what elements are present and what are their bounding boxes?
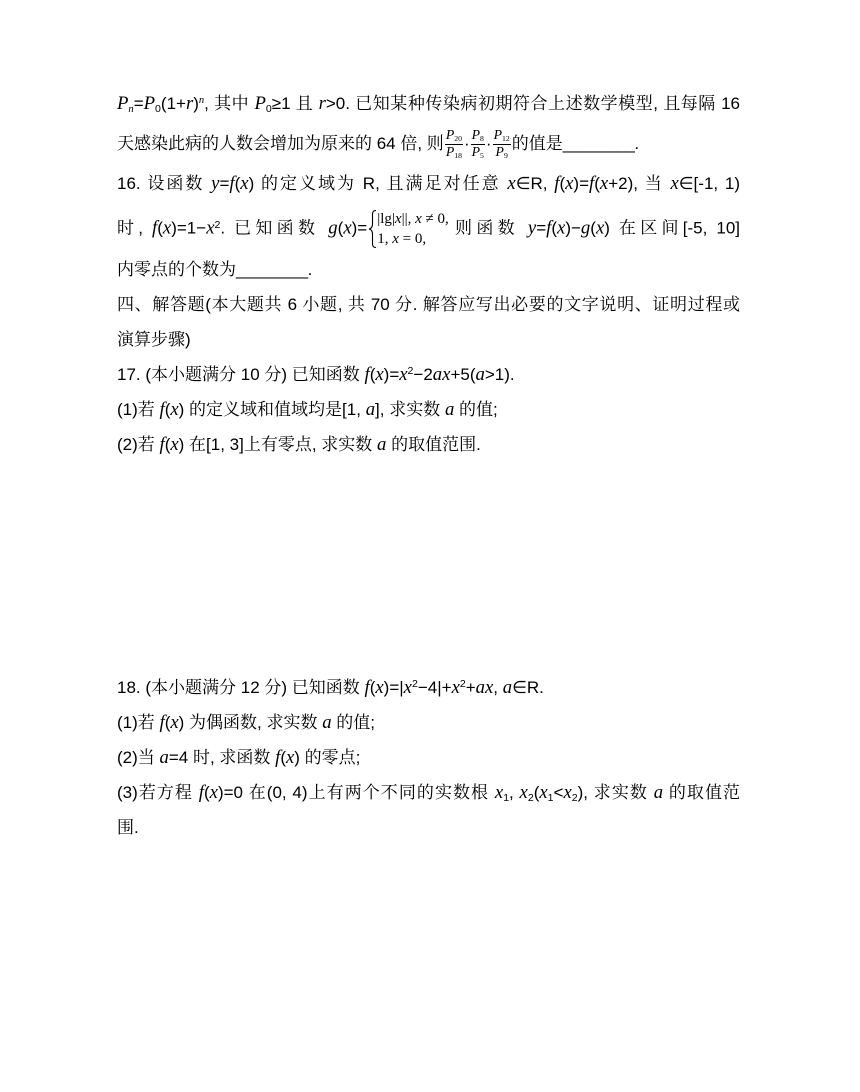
text-run: ·	[485, 134, 492, 153]
math-var: f	[589, 173, 595, 194]
text-run: =	[536, 218, 547, 238]
math-var: a	[444, 399, 455, 420]
math-var: g	[580, 217, 591, 239]
text-run: (	[157, 218, 163, 238]
text-run: (2)若	[117, 435, 160, 454]
math-var: g	[328, 217, 338, 239]
text-run: = 0,	[398, 231, 427, 247]
math-var: x	[557, 217, 566, 239]
subscript: 1	[547, 792, 554, 805]
fraction-denominator	[471, 145, 485, 161]
superscript: 2	[459, 678, 466, 691]
math-var: f	[198, 782, 204, 803]
text-run: 演算步骤)	[117, 330, 191, 349]
problem-16-line-1	[117, 166, 740, 201]
math-var: P	[254, 93, 266, 114]
text-run: , 其中	[204, 94, 255, 113]
text-run: )=1−	[171, 218, 207, 238]
subscript: 2	[571, 792, 578, 805]
math-var: x	[170, 712, 179, 733]
text-run: (	[559, 174, 566, 193]
math-var: P	[471, 144, 481, 160]
math-var: x	[375, 677, 384, 698]
text-run: ≥1 且	[271, 94, 319, 113]
text-run: ) 的定义域为 R, 且满足对任意	[248, 174, 508, 193]
math-var: a	[377, 434, 387, 455]
text-run: >0. 已知某种传染病初期符合上述数学模型, 且每隔 16	[325, 94, 740, 113]
piecewise-definition	[368, 209, 449, 249]
text-run: 天感染此病的人数会增加为原来的 64 倍, 则	[117, 134, 444, 153]
text-run: (	[369, 365, 376, 384]
math-var: y	[527, 217, 537, 239]
subscript: n	[128, 104, 134, 116]
math-var: x	[415, 211, 422, 227]
subscript: 0	[155, 103, 161, 116]
text-run: >1).	[484, 365, 515, 384]
math-var: f	[159, 712, 165, 733]
text-run: ≠ 0,	[421, 211, 449, 227]
math-var: P	[471, 127, 481, 143]
math-var: P	[117, 93, 129, 114]
text-run: ,	[509, 783, 520, 802]
text-run: (	[164, 400, 171, 419]
text-run: ], 求实数	[375, 400, 445, 419]
math-var: x	[392, 231, 399, 247]
text-run: =	[219, 174, 230, 193]
math-var: P	[495, 144, 504, 160]
text-run: −2	[413, 365, 433, 384]
math-var: x	[403, 677, 412, 698]
text-run: (	[551, 218, 558, 238]
text-run: 16. 设函数	[117, 174, 212, 193]
math-var: x	[375, 364, 384, 385]
text-run: .	[307, 260, 313, 279]
text-run: (	[594, 174, 600, 193]
superscript: n	[198, 95, 205, 107]
math-var: x	[170, 434, 179, 455]
text-run: =4 时, 求函数	[168, 748, 276, 767]
problem-15-line-1	[117, 86, 740, 121]
text-run: 17. (本小题满分 10 分) 已知函数	[117, 365, 365, 384]
math-var: a	[653, 782, 664, 803]
problem-17-stem	[117, 357, 740, 392]
math-var: x	[206, 217, 215, 239]
math-var: x	[240, 173, 249, 194]
math-var: ax	[475, 677, 494, 698]
text-run: ∈R,	[515, 174, 555, 193]
math-var: y	[211, 173, 220, 194]
math-var: x	[670, 173, 679, 194]
text-run: +2), 当	[608, 174, 671, 193]
fraction	[493, 128, 511, 161]
text-run: |lg|	[377, 211, 395, 227]
math-var: f	[159, 434, 165, 455]
subscript: 8	[480, 134, 484, 144]
math-var: a	[322, 712, 332, 733]
text-run: )=	[383, 365, 400, 384]
problem-18-part-1	[117, 705, 740, 740]
problem-16-line-2	[117, 209, 740, 247]
math-var: P	[445, 144, 455, 160]
text-run: (	[164, 435, 171, 454]
left-brace	[368, 209, 377, 249]
text-run: =	[133, 94, 144, 113]
math-var: f	[229, 173, 235, 194]
math-var: x	[519, 782, 528, 803]
problem-17-part-2	[117, 427, 740, 462]
problem-18-stem	[117, 670, 740, 705]
math-var: a	[502, 677, 513, 698]
math-var: x	[451, 677, 460, 698]
math-var: x	[399, 364, 408, 385]
problem-18-part-3-line-1	[117, 775, 740, 810]
fraction-numerator	[445, 128, 463, 145]
math-var: f	[364, 364, 370, 385]
subscript: 0	[265, 103, 272, 116]
text-run: 1,	[377, 231, 393, 247]
text-run: ∈[-1, 1)	[678, 174, 740, 193]
superscript: 2	[214, 218, 221, 231]
math-var: r	[185, 93, 194, 114]
text-run: ) 在区间[-5, 10]	[604, 218, 740, 238]
text-run: +5(	[450, 365, 476, 384]
math-var: x	[162, 217, 172, 239]
piecewise-row	[377, 229, 449, 249]
math-var: a	[365, 399, 376, 420]
text-run: (	[280, 748, 286, 767]
math-var: a	[475, 364, 485, 385]
text-run: (1)若	[117, 400, 160, 419]
math-var: f	[159, 399, 165, 420]
text-run: 18. (本小题满分 12 分) 已知函数	[117, 678, 365, 697]
subscript: 2	[527, 792, 534, 805]
text-run: +	[465, 678, 476, 697]
math-var: x	[209, 782, 218, 803]
problem-18-part-3-line-2	[117, 810, 740, 845]
math-var: r	[318, 93, 326, 114]
piecewise-rows	[377, 209, 449, 249]
math-var: f	[554, 173, 560, 194]
math-var: P	[493, 127, 502, 143]
text-run: 时,	[117, 218, 153, 238]
text-run: ,	[493, 678, 503, 697]
text-run: 内零点的个数为	[117, 260, 236, 279]
superscript: 2	[407, 365, 414, 378]
text-run: (	[533, 783, 540, 802]
text-run: )=0 在(0, 4)上有两个不同的实数根	[217, 783, 495, 802]
text-run: (	[203, 783, 210, 802]
text-run: )=	[351, 218, 368, 238]
math-var: x	[599, 173, 609, 194]
section-4-heading-line-2	[117, 322, 740, 357]
text-run: 的值是	[511, 134, 563, 153]
subscript: 20	[454, 134, 462, 144]
text-run: 四、解答题(本大题共 6 小题, 共 70 分. 解答应写出必要的文字说明、证明过程或	[117, 295, 740, 314]
text-run: 的值;	[454, 400, 498, 419]
fraction-numerator	[493, 128, 511, 145]
math-var: f	[546, 217, 552, 239]
text-run: (	[369, 678, 376, 697]
fraction-denominator	[445, 145, 463, 161]
text-run: ) 的定义域和值域均是[1,	[178, 400, 366, 419]
problem-16-line-3	[117, 252, 740, 287]
superscript: 2	[411, 678, 418, 691]
text-run: (	[234, 174, 241, 193]
text-run: 的取值范围.	[386, 435, 481, 454]
problem-17-part-1	[117, 392, 740, 427]
math-var: x	[595, 217, 605, 239]
text-run: )=|	[383, 678, 404, 697]
text-run: )	[193, 94, 199, 113]
subscript: 9	[503, 151, 508, 161]
math-var: x	[170, 399, 179, 420]
math-var: f	[275, 747, 281, 768]
text-run: ) 为偶函数, 求实数	[178, 713, 323, 732]
text-run: 围.	[117, 818, 139, 837]
math-var: x	[565, 173, 574, 194]
subscript: 1	[503, 792, 510, 805]
math-var: f	[364, 677, 370, 698]
answer-blank: ________	[236, 260, 308, 279]
text-run: (	[164, 713, 171, 732]
subscript: 18	[454, 151, 462, 161]
text-run: ·	[463, 134, 470, 153]
text-run: .	[634, 134, 640, 153]
math-var: x	[563, 782, 572, 803]
math-var: x	[286, 747, 295, 768]
text-run: )−	[565, 218, 581, 238]
piecewise-row	[377, 209, 449, 229]
math-var: x	[394, 211, 402, 227]
text-run: ||,	[401, 211, 416, 227]
problem-18-part-2	[117, 740, 740, 775]
math-var: f	[152, 217, 158, 239]
text-run: 则函数	[450, 218, 528, 238]
text-run: (	[590, 218, 596, 238]
math-var: P	[445, 127, 455, 143]
text-run: <	[553, 783, 564, 802]
fraction-denominator	[493, 145, 511, 161]
section-4-heading-line-1	[117, 287, 740, 322]
text-run: (	[337, 218, 344, 238]
text-run: )=	[573, 174, 590, 193]
text-run: (1+	[160, 94, 186, 113]
math-var: ax	[432, 364, 451, 385]
math-var: x	[507, 173, 516, 194]
text-run: 的值;	[331, 713, 376, 732]
subscript: 12	[502, 134, 510, 144]
problem-15-line-2	[117, 126, 740, 161]
text-run: ∈R.	[512, 678, 544, 697]
text-run: ) 的零点;	[294, 748, 361, 767]
math-var: x	[343, 217, 352, 239]
math-var: P	[143, 93, 156, 114]
text-run: . 已知函数	[220, 218, 329, 238]
math-var: x	[494, 782, 504, 803]
text-run: −4|+	[417, 678, 452, 697]
fraction-numerator	[471, 128, 485, 145]
text-run: (2)当	[117, 748, 160, 767]
fraction	[471, 128, 485, 161]
text-run: ), 求实数	[577, 783, 654, 802]
fraction	[445, 128, 463, 161]
text-run: (1)若	[117, 713, 160, 732]
subscript: 5	[480, 151, 484, 161]
math-var: a	[159, 747, 169, 768]
text-run: ) 在[1, 3]上有零点, 求实数	[178, 435, 378, 454]
text-run: (3)若方程	[117, 783, 199, 802]
text-run: 的取值范	[663, 783, 740, 802]
math-var: x	[539, 782, 548, 803]
answer-blank: ________	[562, 134, 635, 153]
